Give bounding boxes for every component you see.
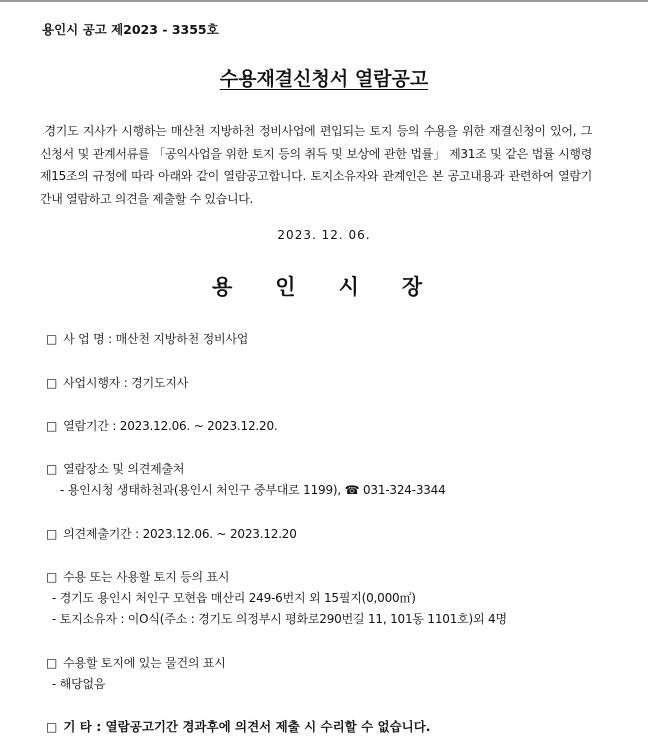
sub-item-place: - 용인시청 생태하천과(용인시 처인구 중부대로 1199), ☎ 031-324-3344 [60, 483, 446, 497]
item-label: 의견제출기간 : 2023.12.06. ~ 2023.12.20 [63, 527, 297, 541]
page-title: 수용재결신청서 열람공고 [219, 68, 429, 90]
sub-item-owner: - 토지소유자 : 이O식(주소 : 경기도 의정부시 평화로290번길 11, 101동 1101호)외 4명 [52, 612, 507, 626]
item-label: 열람장소 및 의견제출처 [63, 462, 185, 476]
checkbox-icon: □ [46, 656, 58, 670]
item-label: 수용 또는 사용할 토지 등의 표시 [63, 570, 230, 584]
item-label: 사 업 명 : 매산천 지방하천 정비사업 [63, 332, 249, 346]
item-operator [46, 374, 188, 391]
checkbox-icon: □ [46, 527, 58, 541]
item-land-display [46, 568, 229, 585]
issuer: 용인시장 [212, 275, 466, 299]
item-objects-display [46, 654, 226, 671]
item-inspection-place [46, 460, 184, 477]
notice-body-text: 경기도 지사가 시행하는 매산천 지방하천 정비사업에 편입되는 토지 등의 수용을 위한 재결신청이 있어, 그 신청서 및 관계서류를 「공익사업을 위한 토지 등의 취득 및 보상에 관한 법률」 제31조 및 같은 법률 시행령 제15조의 규정에 따라 아래와 같이 열람공고합니다. 토지소유자와 관계인은 본 공고내용과 관련하여 열람기간내 열람하고 의견을 제출할 수 있습니다. [40, 124, 593, 206]
item-opinion-period [46, 525, 297, 542]
checkbox-icon: □ [46, 462, 58, 476]
item-inspection-period [46, 417, 278, 434]
sub-item-none: - 해당없음 [52, 677, 106, 691]
item-label: 열람기간 : 2023.12.06. ~ 2023.12.20. [63, 419, 278, 433]
sub-item-land: - 경기도 용인시 처인구 모현읍 매산리 249-6번지 외 15필지(0,000㎡) [52, 591, 416, 605]
checkbox-icon: □ [46, 570, 58, 584]
item-label: 수용할 토지에 있는 물건의 표시 [63, 656, 226, 670]
checkbox-icon: □ [46, 419, 58, 433]
top-border [0, 0, 648, 2]
checkbox-icon: □ [46, 720, 58, 734]
checkbox-icon: □ [46, 332, 58, 346]
footer-note [46, 717, 431, 735]
notice-body [40, 120, 592, 210]
notice-date: 2023. 12. 06. [277, 228, 371, 242]
footer-text: 기 타 : 열람공고기간 경과후에 의견서 제출 시 수리할 수 없습니다. [63, 719, 431, 734]
checkbox-icon: □ [46, 376, 58, 390]
item-label: 사업시행자 : 경기도지사 [63, 376, 189, 390]
item-project-name [46, 330, 248, 347]
notice-number: 용인시 공고 제2023 - 3355호 [42, 22, 219, 37]
